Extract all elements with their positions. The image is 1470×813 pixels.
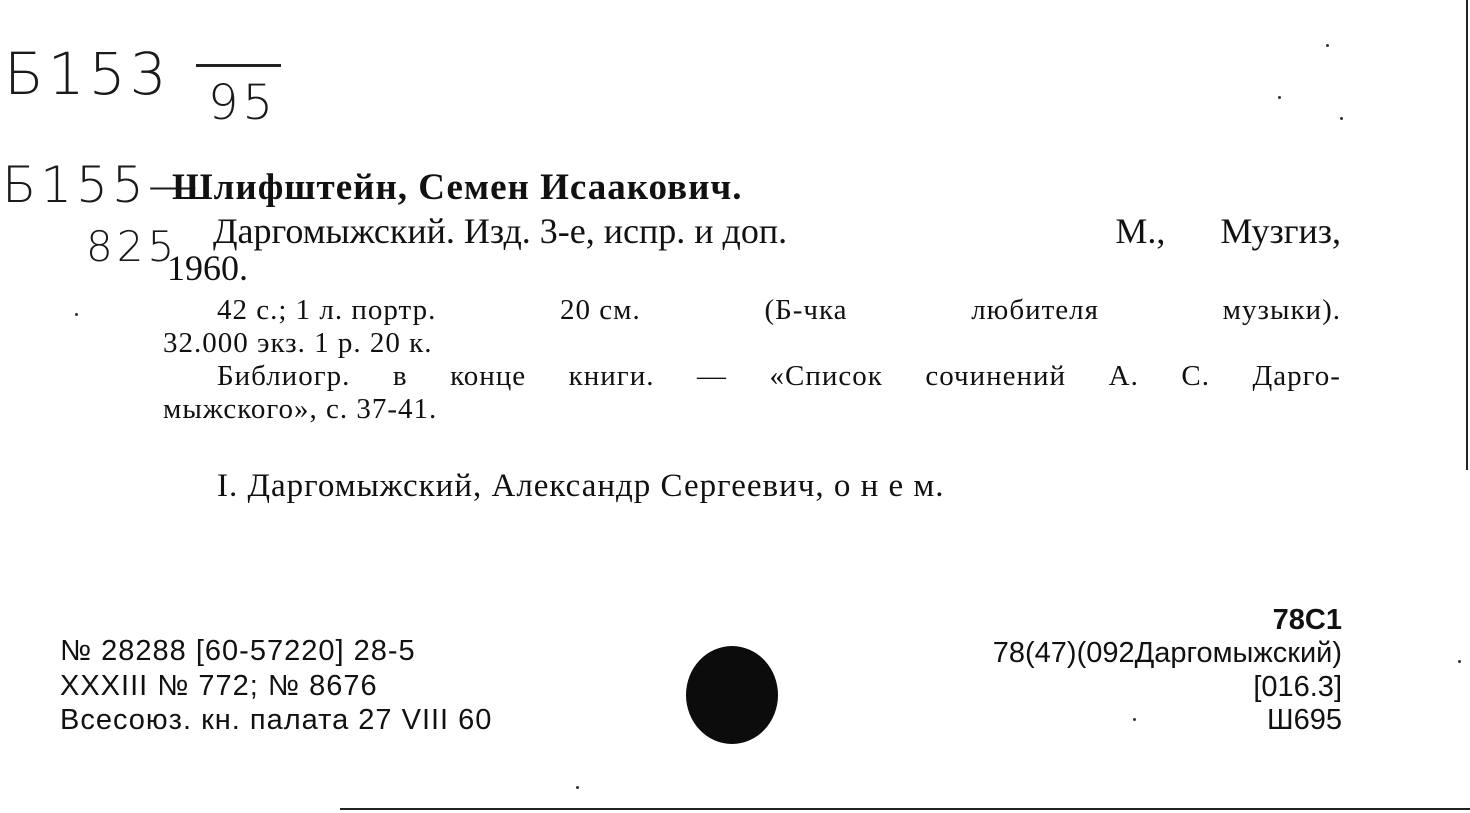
title-line (213, 210, 1341, 252)
note-word: книги. (568, 360, 655, 392)
size: 20 см. (560, 294, 641, 326)
author-heading: Шлифштейн, Семен Исаакович. (172, 167, 743, 208)
handwritten-left-main: Б155— (2, 156, 202, 214)
card-edge-bottom (340, 808, 1470, 810)
bibliography-note-line1 (217, 360, 1341, 393)
note-word: С. (1181, 360, 1210, 392)
handwritten-call-number-top (4, 40, 171, 108)
author-mark: Ш695 (1267, 704, 1342, 736)
print-speck (75, 313, 78, 316)
handwritten-left-sub: 825 (86, 222, 179, 271)
udc-code: 78(47)(092Даргомыжский) (992, 637, 1342, 669)
print-speck (1133, 718, 1136, 721)
card-edge-right (1466, 0, 1468, 470)
note-word: Библиогр. (217, 360, 351, 392)
subject-heading: I. Даргомыжский, Александр Сергеевич, о н е м. (217, 468, 945, 504)
handwritten-top-main: Б153 (4, 40, 171, 108)
title-text: Даргомыжский. Изд. 3-е, испр. и доп. (213, 211, 788, 251)
print-speck (1340, 117, 1343, 120)
handwritten-call-number-left-sub (86, 222, 178, 271)
bibliography-note-line2: мыжского», с. 37-41. (163, 393, 438, 425)
classification-code: 78С1 (1272, 604, 1342, 636)
note-word: А. (1108, 360, 1139, 392)
registry-number-line: № 28288 [60-57220] 28-5 (60, 635, 416, 667)
note-word: — (697, 360, 727, 392)
chamber-date-line: Всесоюз. кн. палата 27 VIII 60 (60, 704, 493, 736)
pages: 42 с.; 1 л. портр. (217, 294, 437, 326)
note-word: Дарго- (1252, 360, 1341, 392)
print-speck (1326, 44, 1329, 47)
place: М., (1115, 211, 1166, 251)
series-word-1: (Б-чка (764, 294, 848, 326)
note-word: конце (450, 360, 527, 392)
series-word-3: музыки). (1222, 294, 1341, 326)
print-speck (1458, 660, 1461, 663)
note-word: в (392, 360, 408, 392)
registry-reference-line: XXXIII № 772; № 8676 (60, 670, 378, 702)
card-punch-hole (686, 646, 778, 744)
publisher: Музгиз, (1220, 211, 1341, 251)
publication-year: 1960. (167, 248, 248, 288)
print-speck (576, 786, 579, 789)
handwritten-call-number-top-sub (196, 64, 281, 131)
handwritten-top-sub: 95 (208, 75, 278, 131)
print-speck (1278, 96, 1281, 99)
udc-sub-code: [016.3] (1253, 671, 1342, 703)
physical-description-line2: 32.000 экз. 1 р. 20 к. (163, 327, 433, 359)
series-word-2: любителя (971, 294, 1099, 326)
note-word: сочинений (925, 360, 1067, 392)
note-word: «Список (769, 360, 883, 392)
physical-description-line1 (217, 294, 1341, 327)
